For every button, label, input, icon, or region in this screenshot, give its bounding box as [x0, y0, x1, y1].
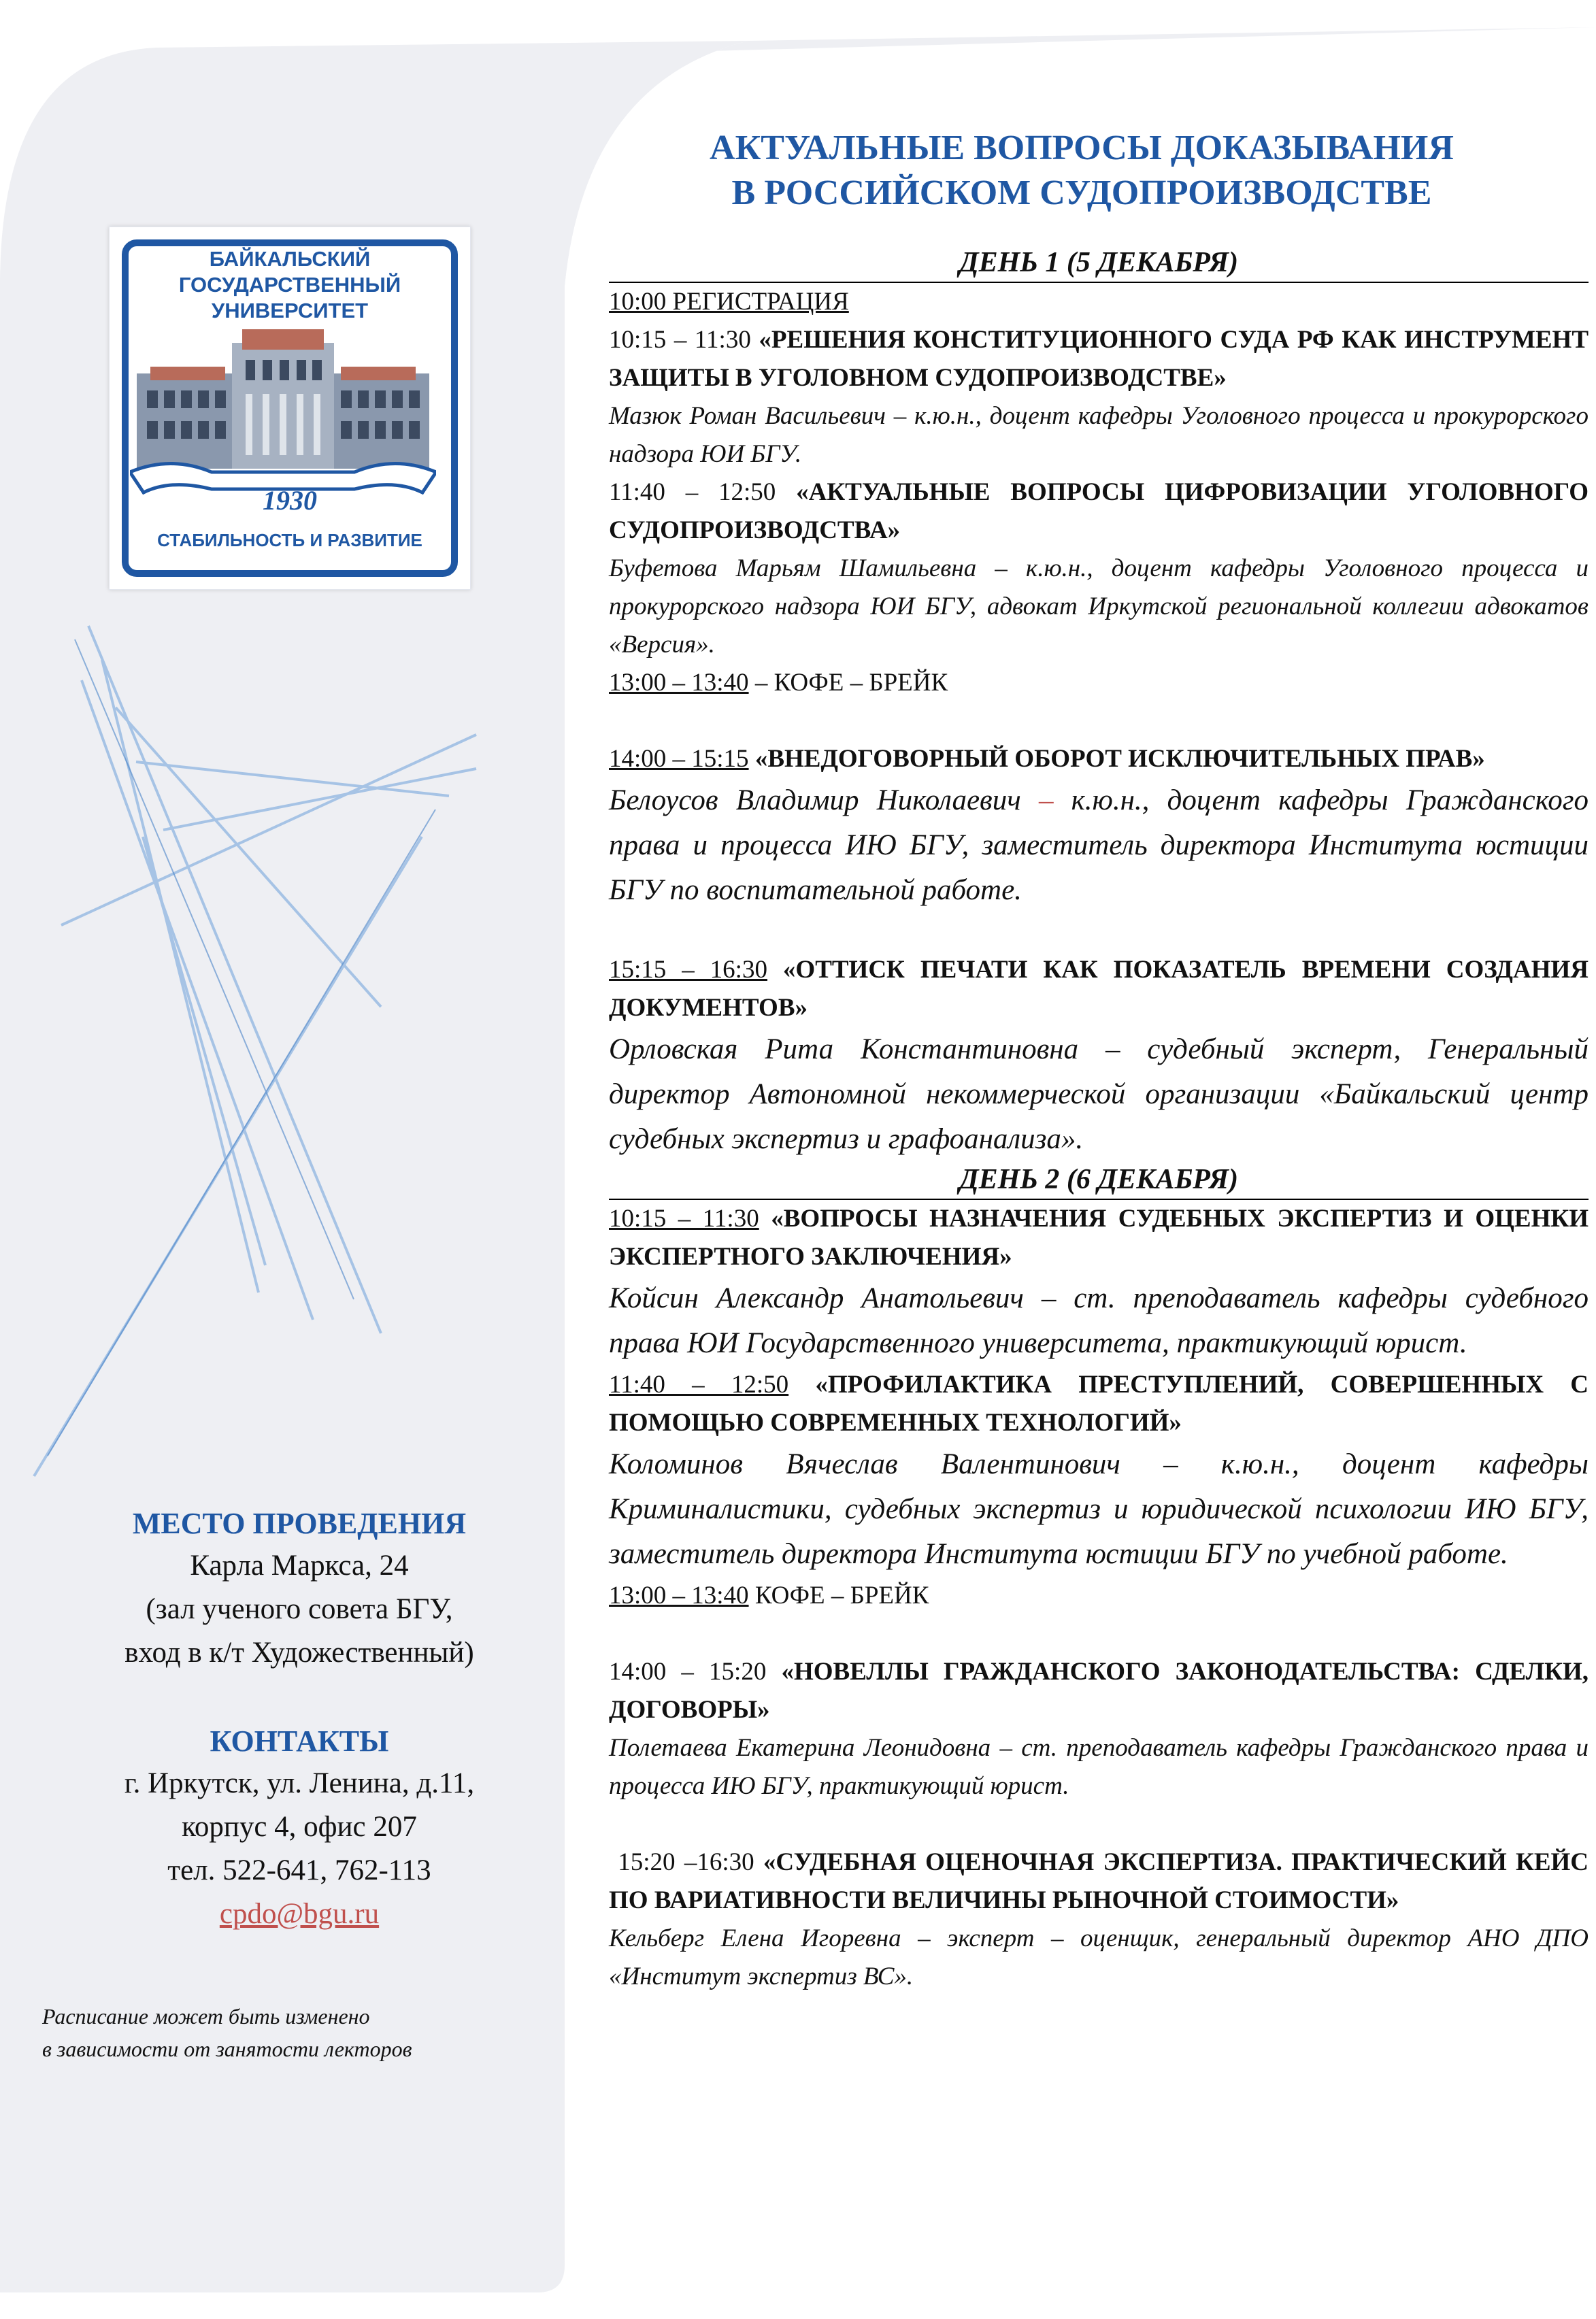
session-title: «ОТТИСК ПЕЧАТИ КАК ПОКАЗАТЕЛЬ ВРЕМЕНИ СОЗДАНИЯ ДОКУМЕНТОВ»: [609, 956, 1589, 1022]
speaker-role: к.ю.н., доцент кафедры Гражданского права и процесса ИЮ БГУ, заместитель директора Института юстиции БГУ по воспитательной работе.: [609, 784, 1589, 906]
speaker-dash: –: [1038, 784, 1054, 816]
break-label: – КОФЕ – БРЕЙК: [754, 669, 948, 697]
note-line: в зависимости от занятости лекторов: [42, 2037, 412, 2061]
session-title: «НОВЕЛЛЫ ГРАЖДАНСКОГО ЗАКОНОДАТЕЛЬСТВА: СДЕЛКИ, ДОГОВОРЫ»: [609, 1658, 1589, 1724]
session-title: «АКТУАЛЬНЫЕ ВОПРОСЫ ЦИФРОВИЗАЦИИ УГОЛОВНОГО СУДОПРОИЗВОДСТВА»: [609, 478, 1589, 544]
session-title: «РЕШЕНИЯ КОНСТИТУЦИОННОГО СУДА РФ КАК ИНСТРУМЕНТ ЗАЩИТЫ В УГОЛОВНОМ СУДОПРОИЗВОДСТВЕ»: [609, 326, 1589, 392]
note-line: Расписание может быть изменено: [42, 2004, 370, 2029]
session: [609, 1653, 1589, 1729]
contacts-line: корпус 4, офис 207: [182, 1811, 417, 1843]
session: [609, 740, 1589, 778]
venue-heading: МЕСТО ПРОВЕДЕНИЯ: [132, 1507, 467, 1540]
session-speaker: Коломинов Вячеслав Валентинович – к.ю.н., доцент кафедры Криминалистики, судебных экспертиз и юридической психологии ИЮ БГУ, заместитель директора Института юстиции БГУ по учебной работе.: [609, 1448, 1589, 1570]
break-label: КОФЕ – БРЕЙК: [754, 1582, 929, 1609]
session-title: «ВНЕДОГОВОРНЫЙ ОБОРОТ ИСКЛЮЧИТЕЛЬНЫХ ПРАВ»: [754, 745, 1485, 773]
university-logo: [109, 227, 471, 590]
email-link[interactable]: cpdo@bgu.ru: [219, 1898, 380, 1930]
schedule-note: [42, 2000, 559, 2065]
page-title: [592, 126, 1572, 216]
session: [609, 321, 1589, 397]
session-speaker: [609, 778, 1589, 913]
venue-section: [27, 1503, 571, 1675]
coffee-break: [609, 664, 1589, 702]
title-line-1: АКТУАЛЬНЫЕ ВОПРОСЫ ДОКАЗЫВАНИЯ: [710, 129, 1454, 167]
logo-name-line: БАЙКАЛЬСКИЙ: [209, 247, 371, 271]
logo-year: 1930: [263, 485, 317, 516]
venue-line: Карла Маркса, 24: [190, 1550, 409, 1582]
day-heading: ДЕНЬ 2 (6 ДЕКАБРЯ): [609, 1162, 1589, 1200]
venue-line: вход в к/т Художественный): [124, 1637, 474, 1669]
logo-name-line: УНИВЕРСИТЕТ: [211, 299, 369, 322]
session: [609, 1200, 1589, 1276]
session: [609, 1843, 1589, 1920]
program: [609, 245, 1589, 1996]
venue-line: (зал ученого совета БГУ,: [146, 1593, 453, 1625]
session: [609, 473, 1589, 550]
break-time: 13:00 – 13:40: [609, 669, 749, 697]
title-line-2: В РОССИЙСКОМ СУДОПРОИЗВОДСТВЕ: [731, 173, 1432, 212]
logo-name-line: ГОСУДАРСТВЕННЫЙ: [178, 273, 401, 297]
logo-motto: СТАБИЛЬНОСТЬ И РАЗВИТИЕ: [157, 530, 422, 550]
university-building-icon: [130, 326, 436, 496]
session-time: 15:15 – 16:30: [609, 956, 767, 984]
session-speaker: Полетаева Екатерина Леонидовна – ст. преподаватель кафедры Гражданского права и процесса ИЮ БГУ, практикующий юрист.: [609, 1734, 1589, 1800]
session-speaker: Койсин Александр Анатольевич – ст. преподаватель кафедры судебного права ЮИ Государственного университета, практикующий юрист.: [609, 1282, 1589, 1359]
session-title: «ВОПРОСЫ НАЗНАЧЕНИЯ СУДЕБНЫХ ЭКСПЕРТИЗ И ОЦЕНКИ ЭКСПЕРТНОГО ЗАКЛЮЧЕНИЯ»: [609, 1205, 1589, 1271]
contacts-line: тел. 522-641, 762-113: [167, 1854, 431, 1886]
session-speaker: Мазюк Роман Васильевич – к.ю.н., доцент кафедры Уголовного процесса и прокурорского надзора ЮИ БГУ.: [609, 402, 1589, 468]
logo-name: [110, 246, 470, 324]
session-time: 15:20 –16:30: [618, 1848, 754, 1876]
coffee-break: [609, 1577, 1589, 1615]
session: [609, 1366, 1589, 1442]
contacts-heading: КОНТАКТЫ: [210, 1724, 389, 1758]
registration-text: 10:00 РЕГИСТРАЦИЯ: [609, 288, 849, 316]
session-time: 10:15 – 11:30: [609, 326, 751, 354]
session-time: 11:40 – 12:50: [609, 1371, 789, 1399]
session-speaker: Буфетова Марьям Шамильевна – к.ю.н., доцент кафедры Уголовного процесса и прокурорского надзора ЮИ БГУ, адвокат Иркутской региональной коллегии адвокатов «Версия».: [609, 554, 1589, 658]
session-speaker: Орловская Рита Константиновна – судебный эксперт, Генеральный директор Автономной некоммерческой организации «Байкальский центр судебных экспертиз и графоанализа».: [609, 1033, 1589, 1155]
session-time: 14:00 – 15:15: [609, 745, 749, 773]
speaker-name: Белоусов Владимир Николаевич: [609, 784, 1021, 816]
day-heading: ДЕНЬ 1 (5 ДЕКАБРЯ): [609, 245, 1589, 283]
contacts-section: [27, 1721, 571, 1936]
session-title: «СУДЕБНАЯ ОЦЕНОЧНАЯ ЭКСПЕРТИЗА. ПРАКТИЧЕСКИЙ КЕЙС ПО ВАРИАТИВНОСТИ ВЕЛИЧИНЫ РЫНОЧНОЙ СТОИМОСТИ»: [609, 1848, 1589, 1914]
session-title: «ПРОФИЛАКТИКА ПРЕСТУПЛЕНИЙ, СОВЕРШЕННЫХ С ПОМОЩЬЮ СОВРЕМЕННЫХ ТЕХНОЛОГИЙ»: [609, 1371, 1589, 1437]
session-speaker: Кельберг Елена Игоревна – эксперт – оценщик, генеральный директор АНО ДПО «Институт экспертиз ВС».: [609, 1924, 1589, 1990]
session: [609, 951, 1589, 1027]
session-time: 11:40 – 12:50: [609, 478, 776, 506]
break-time: 13:00 – 13:40: [609, 1582, 749, 1609]
registration: [609, 283, 1589, 321]
session-time: 14:00 – 15:20: [609, 1658, 767, 1686]
contacts-line: г. Иркутск, ул. Ленина, д.11,: [124, 1767, 475, 1799]
session-time: 10:15 – 11:30: [609, 1205, 759, 1233]
